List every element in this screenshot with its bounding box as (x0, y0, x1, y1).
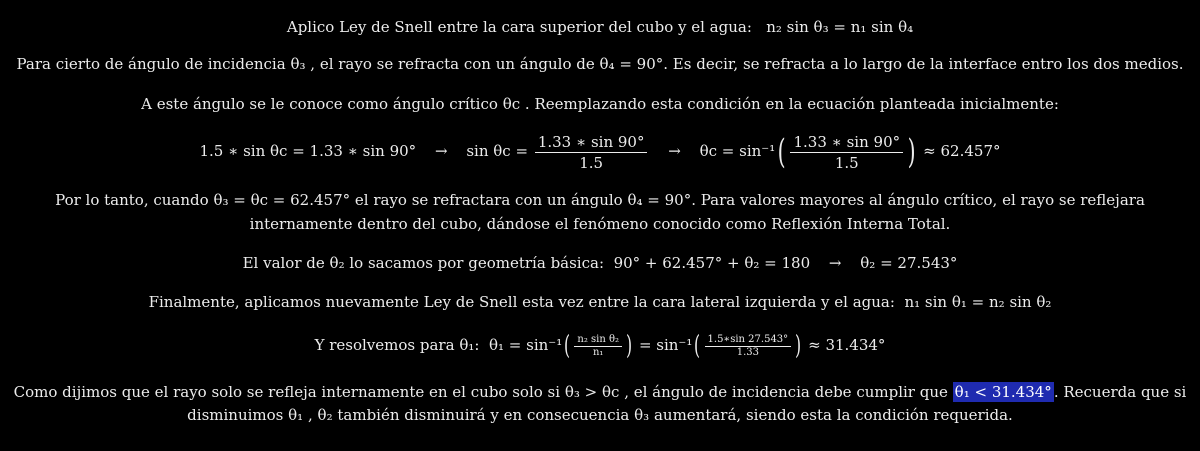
arrow-right-icon: → (668, 142, 681, 160)
conclusion-text-g: aumentará, siendo esta la condición requerida. (653, 406, 1013, 424)
reflection-text-c: . Para valores mayores al ángulo crítico, el rayo se reflejara (691, 191, 1145, 209)
snell-top-equation: n₂ sin θ₃ = n₁ sin θ₄ (766, 18, 914, 36)
fraction-symbolic-denominator: n₁ (592, 346, 604, 358)
paragraph-total-reflection-1 (0, 189, 1200, 211)
eq-right-denominator: 1.5 (834, 153, 859, 172)
geometry-equation: 90° + 62.457° + θ₂ = 180 (613, 254, 811, 272)
equation-theta1 (0, 324, 1200, 366)
eq-mid-denominator: 1.5 (579, 153, 604, 172)
theta2-result: θ₂ = 27.543° (860, 254, 958, 272)
critical-intro-text-a: Para cierto de ángulo de incidencia (16, 55, 286, 73)
right-paren-icon: ) (907, 132, 916, 172)
theta1-lhs: θ₁ = sin⁻¹ (488, 336, 563, 354)
arrow-right-icon: → (828, 254, 842, 272)
conclusion-text-b: , el ángulo de incidencia debe cumplir que (624, 383, 948, 401)
right-paren-icon: ) (626, 331, 633, 361)
paragraph-snell-top (0, 16, 1200, 38)
eq-right-numerator: 1.33 ∗ sin 90° (790, 132, 903, 153)
theta3-symbol: θ₃ (634, 406, 650, 424)
theta1-symbol: θ₁ (288, 406, 304, 424)
fraction-numeric-numerator: 1.5∗sin 27.543° (705, 334, 792, 347)
reflection-text-a: Por lo tanto, cuando (55, 191, 209, 209)
paragraph-critical-angle (0, 93, 1200, 115)
theta2-text-a: El valor de (242, 254, 325, 272)
fraction-numeric-denominator: 1.33 (736, 346, 759, 358)
paragraph-critical-intro (0, 53, 1200, 75)
condition-theta3: θ₃ > θc (564, 383, 620, 401)
theta3-symbol: θ₃ (290, 55, 306, 73)
theta-c-symbol: θc (502, 95, 521, 113)
eq-right-lhs: θc = sin⁻¹ (699, 142, 776, 160)
eq-left: 1.5 ∗ sin θc = 1.33 ∗ sin 90° (199, 142, 417, 160)
reflection-text-d: internamente dentro del cubo, dándose el fenómeno conocido como Reflexión Interna Total. (249, 215, 951, 233)
conclusion-text-e: , (307, 406, 313, 424)
fraction-symbolic-numerator: n₂ sin θ₂ (574, 334, 622, 347)
conclusion-text-f: también disminuirá y en consecuencia (337, 406, 630, 424)
right-paren-icon: ) (795, 331, 802, 361)
snell-side-equation: n₁ sin θ₁ = n₂ sin θ₂ (904, 293, 1052, 311)
left-paren-icon: ( (564, 331, 571, 361)
eq-mid-lhs: sin θc = (466, 142, 529, 160)
solve-text: Y resolvemos para (314, 336, 455, 354)
highlighted-condition[interactable]: θ₁ < 31.434° (954, 383, 1052, 401)
theta2-symbol: θ₂ (317, 406, 333, 424)
theta1-result: ≈ 31.434° (808, 336, 886, 354)
theta1-fraction-numeric (705, 334, 792, 359)
theta2-text-b: lo sacamos por geometría básica: (349, 254, 605, 272)
conclusion-text-d: disminuimos (187, 406, 284, 424)
critical-intro-text-c: . Es decir, se refracta a lo largo de la interface entro los dos medios. (663, 55, 1184, 73)
theta1-symbol: θ₁: (459, 336, 480, 354)
arrow-right-icon: → (434, 142, 448, 160)
critical-intro-text-b: , el rayo se refracta con un ángulo de (310, 55, 595, 73)
theta4-equation: θ₄ = 90° (627, 191, 692, 209)
conclusion-text-a: Como dijimos que el rayo solo se refleja internamente en el cubo solo si (13, 383, 561, 401)
eq-mid-numerator: 1.33 ∗ sin 90° (535, 132, 648, 153)
eq-result: ≈ 62.457° (923, 142, 1001, 160)
eq-right-fraction (790, 132, 903, 173)
critical-angle-text-b: . Reemplazando esta condición en la ecuación planteada inicialmente: (524, 95, 1059, 113)
reflection-text-b: el rayo se refractara con un ángulo (354, 191, 623, 209)
critical-equality: θ₃ = θc = 62.457° (213, 191, 351, 209)
theta2-symbol: θ₂ (329, 254, 345, 272)
theta1-fraction-symbolic (574, 334, 622, 359)
theta4-equation: θ₄ = 90° (599, 55, 664, 73)
paragraph-conclusion-2 (0, 404, 1200, 426)
paragraph-theta2 (0, 252, 1200, 274)
left-paren-icon: ( (694, 331, 701, 361)
theta1-eq: = sin⁻¹ (638, 336, 693, 354)
paragraph-conclusion-1 (0, 381, 1200, 403)
critical-angle-text-a: A este ángulo se le conoce como ángulo crítico (141, 95, 498, 113)
paragraph-total-reflection-2 (0, 213, 1200, 235)
equation-critical-angle (0, 128, 1200, 174)
snell-top-text: Aplico Ley de Snell entre la cara superior del cubo y el agua: (286, 18, 752, 36)
snell-side-text: Finalmente, aplicamos nuevamente Ley de Snell esta vez entre la cara lateral izquierda y el agua: (148, 293, 895, 311)
conclusion-text-c: . Recuerda que si (1053, 383, 1187, 401)
left-paren-icon: ( (777, 132, 786, 172)
eq-mid-fraction (535, 132, 648, 173)
paragraph-snell-side (0, 291, 1200, 313)
